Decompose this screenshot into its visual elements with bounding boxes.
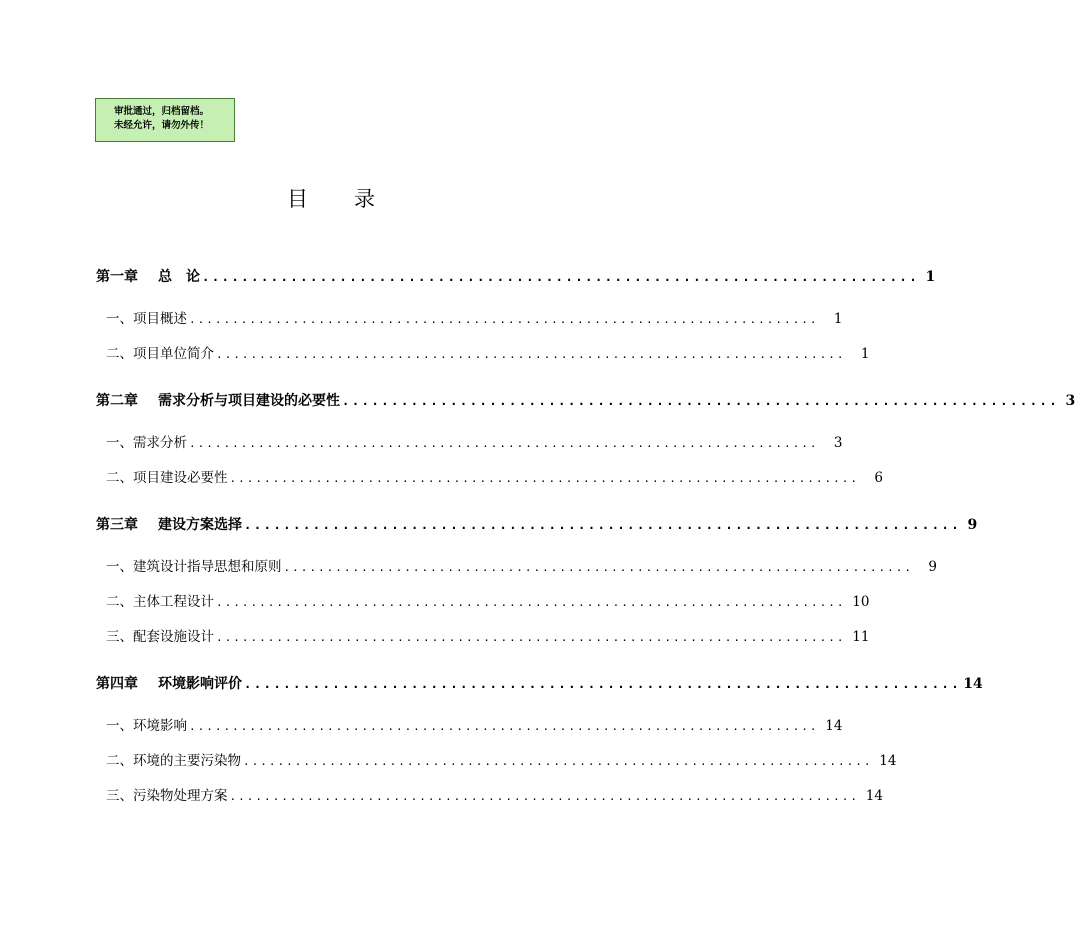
toc-entry[interactable] — [106, 342, 870, 362]
toc-entry[interactable] — [106, 466, 883, 486]
toc-entry[interactable] — [106, 749, 897, 769]
toc-title: 污染物处理方案 — [133, 788, 228, 804]
toc-title: 主体工程设计 — [133, 594, 214, 610]
toc-entry[interactable] — [96, 673, 983, 693]
title-char-1: 目 — [287, 187, 308, 211]
toc-entry[interactable] — [106, 625, 870, 645]
toc-leader: ......................................................................... — [189, 313, 819, 326]
toc-page: 14 — [825, 718, 843, 734]
toc-entry[interactable] — [106, 590, 870, 610]
stamp-line-2: 未经允许，请勿外传！ — [114, 120, 210, 131]
toc-page: 14 — [865, 788, 883, 804]
toc-leader: ......................................................................... — [229, 472, 859, 485]
toc-title: 建设方案选择 — [158, 517, 242, 533]
toc-title: 配套设施设计 — [133, 629, 214, 645]
toc-number: 三、 — [106, 629, 133, 645]
toc-number: 三、 — [106, 788, 133, 804]
title-char-2: 录 — [354, 187, 375, 211]
toc-page: 10 — [852, 594, 870, 610]
stamp-line-1: 审批通过，归档留档。 — [114, 106, 210, 117]
toc-entry[interactable] — [96, 266, 936, 286]
toc-entry[interactable] — [106, 555, 937, 575]
toc-title: 需求分析与项目建设的必要性 — [158, 393, 340, 409]
toc-title: 总 论 — [158, 269, 200, 285]
toc-title: 项目单位简介 — [133, 346, 214, 362]
toc-leader: ......................................................................... — [244, 677, 962, 691]
toc-leader: ......................................................................... — [243, 755, 873, 768]
toc-page: 3 — [833, 435, 843, 451]
toc-leader: ......................................................................... — [216, 596, 846, 609]
toc-page: 14 — [963, 676, 983, 692]
toc-leader: ......................................................................... — [202, 270, 920, 284]
page-title — [0, 183, 662, 213]
toc-number: 第一章 — [96, 269, 138, 285]
toc-leader: ......................................................................... — [283, 561, 913, 574]
toc-page: 9 — [967, 517, 978, 533]
toc-leader: ......................................................................... — [189, 720, 819, 733]
toc-leader: ......................................................................... — [229, 790, 859, 803]
toc-title: 环境的主要污染物 — [133, 753, 241, 769]
toc-page: 3 — [1065, 393, 1075, 409]
toc-leader: ......................................................................... — [342, 394, 1060, 408]
toc-number: 第四章 — [96, 676, 138, 692]
toc-entry[interactable] — [106, 431, 843, 451]
toc-entry[interactable] — [106, 784, 883, 804]
toc-title: 建筑设计指导思想和原则 — [133, 559, 282, 575]
toc-number: 二、 — [106, 346, 133, 362]
toc-leader: ......................................................................... — [216, 631, 846, 644]
toc-number: 一、 — [106, 559, 133, 575]
toc-leader: ......................................................................... — [216, 348, 846, 361]
toc-page: 1 — [925, 269, 936, 285]
toc-number: 一、 — [106, 311, 133, 327]
toc-number: 二、 — [106, 470, 133, 486]
toc-title: 项目建设必要性 — [133, 470, 228, 486]
toc-page: 11 — [852, 629, 870, 645]
toc-number: 一、 — [106, 435, 133, 451]
toc-title: 环境影响评价 — [158, 676, 242, 692]
approval-stamp — [95, 98, 235, 142]
toc-leader: ......................................................................... — [244, 518, 962, 532]
toc-page: 1 — [860, 346, 870, 362]
toc-entry[interactable] — [96, 390, 1075, 410]
toc-entry[interactable] — [106, 307, 843, 327]
toc-title: 环境影响 — [133, 718, 187, 734]
toc-number: 二、 — [106, 594, 133, 610]
toc-number: 第二章 — [96, 393, 138, 409]
toc-number: 第三章 — [96, 517, 138, 533]
toc-page: 1 — [833, 311, 843, 327]
toc-page: 14 — [879, 753, 897, 769]
toc-page: 9 — [928, 559, 937, 575]
toc-entry[interactable] — [96, 514, 978, 534]
toc-number: 二、 — [106, 753, 133, 769]
toc-page: 6 — [874, 470, 883, 486]
toc-title: 需求分析 — [133, 435, 187, 451]
toc-number: 一、 — [106, 718, 133, 734]
toc-leader: ......................................................................... — [189, 437, 819, 450]
toc-entry[interactable] — [106, 714, 843, 734]
toc-title: 项目概述 — [133, 311, 187, 327]
